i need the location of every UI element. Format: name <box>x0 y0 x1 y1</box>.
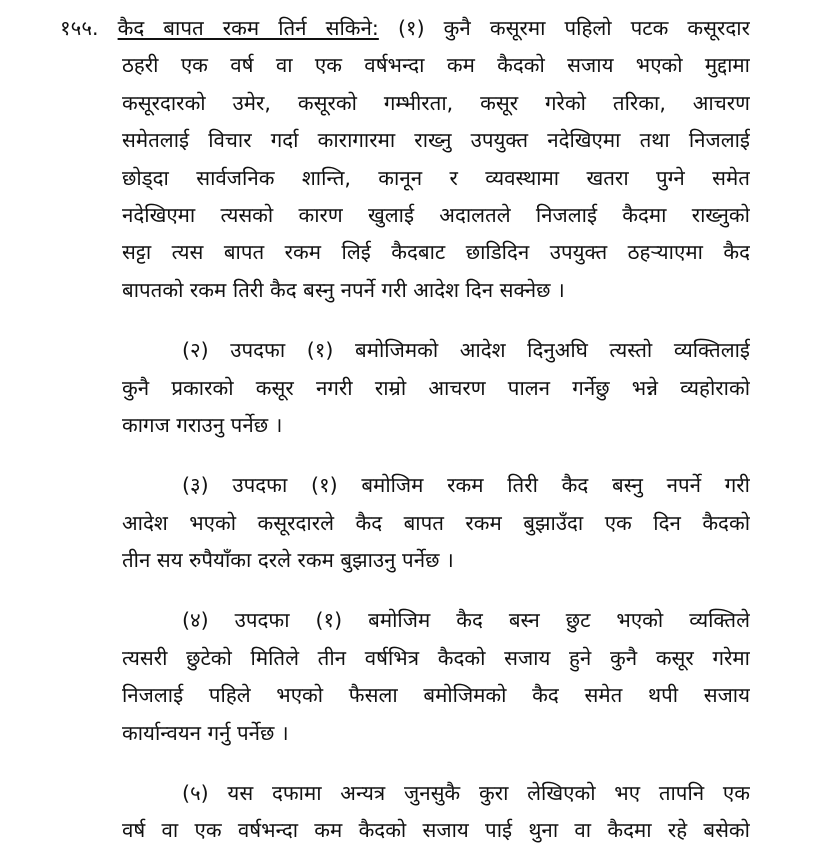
section-number: १५५. <box>60 16 99 40</box>
subsection-2-line: कुनै प्रकारको कसूर नगरी राम्रो आचरण पालन गर्नेछु भन्ने व्यहोराको <box>122 375 750 400</box>
paragraph-gap <box>60 579 750 602</box>
subsection-4-line: कार्यान्वयन गर्नु पर्नेछ । <box>122 720 289 745</box>
section-line: समेतलाई विचार गर्दा कारागारमा राख्नु उपयुक्त नदेखिएमा तथा निजलाई <box>122 128 750 153</box>
subsection-4-line: निजलाई पहिले भएको फैसला बमोजिमको कैद समेत थपी सजाय <box>122 683 750 708</box>
section-155 <box>60 10 750 850</box>
paragraph-gap <box>60 444 750 467</box>
section-first-line-text: (१) कुनै कसूरमा पहिलो पटक कसूरदार <box>397 16 750 40</box>
paragraph-gap <box>60 309 750 332</box>
subsection-2-first-line: (२) उपदफा (१) बमोजिमको आदेश दिनुअघि त्यस्तो व्यक्तिलाई <box>182 338 750 363</box>
subsection-3-line: आदेश भएको कसूरदारले कैद बापत रकम बुझाउँदा एक दिन कैदको <box>122 510 750 535</box>
section-line: बापतको रकम तिरी कैद बस्नु नपर्ने गरी आदेश दिन सक्नेछ । <box>122 277 565 302</box>
subsection-5-line: वर्ष वा एक वर्षभन्दा कम कैदको सजाय पाई थुना वा कैदमा रहे बसेको <box>122 818 750 843</box>
section-line: छोड्दा सार्वजनिक शान्ति, कानून र व्यवस्थामा खतरा पुग्ने समेत <box>122 165 750 190</box>
section-line: नदेखिएमा त्यसको कारण खुलाई अदालतले निजलाई कैदमा राख्नुको <box>122 202 750 227</box>
section-line: सट्टा त्यस बापत रकम लिई कैदबाट छाडिदिन उपयुक्त ठहऱ्याएमा कैद <box>122 240 750 265</box>
subsection-5-first-line: (५) यस दफामा अन्यत्र जुनसुकै कुरा लेखिएको भए तापनि एक <box>182 781 750 806</box>
section-line: ठहरी एक वर्ष वा एक वर्षभन्दा कम कैदको सजाय भएको मुद्दामा <box>122 53 750 78</box>
section-heading: कैद बापत रकम तिर्न सकिने: <box>117 16 379 40</box>
section-line: कसूरदारको उमेर, कसूरको गम्भीरता, कसूर गरेको तरिका, आचरण <box>122 90 750 115</box>
paragraph-gap <box>60 752 750 775</box>
subsection-4-first-line: (४) उपदफा (१) बमोजिम कैद बस्न छुट भएको व्यक्तिले <box>182 608 750 633</box>
subsection-4-line: त्यसरी छुटेको मितिले तीन वर्षभित्र कैदको सजाय हुने कुनै कसूर गरेमा <box>122 645 750 670</box>
subsection-2-line: कागज गराउनु पर्नेछ । <box>122 412 283 437</box>
section-first-line <box>60 10 750 47</box>
subsection-3-line: तीन सय रुपैयाँका दरले रकम बुझाउनु पर्नेछ । <box>122 548 454 573</box>
subsection-3-first-line: (३) उपदफा (१) बमोजिम रकम तिरी कैद बस्नु नपर्ने गरी <box>182 473 750 498</box>
